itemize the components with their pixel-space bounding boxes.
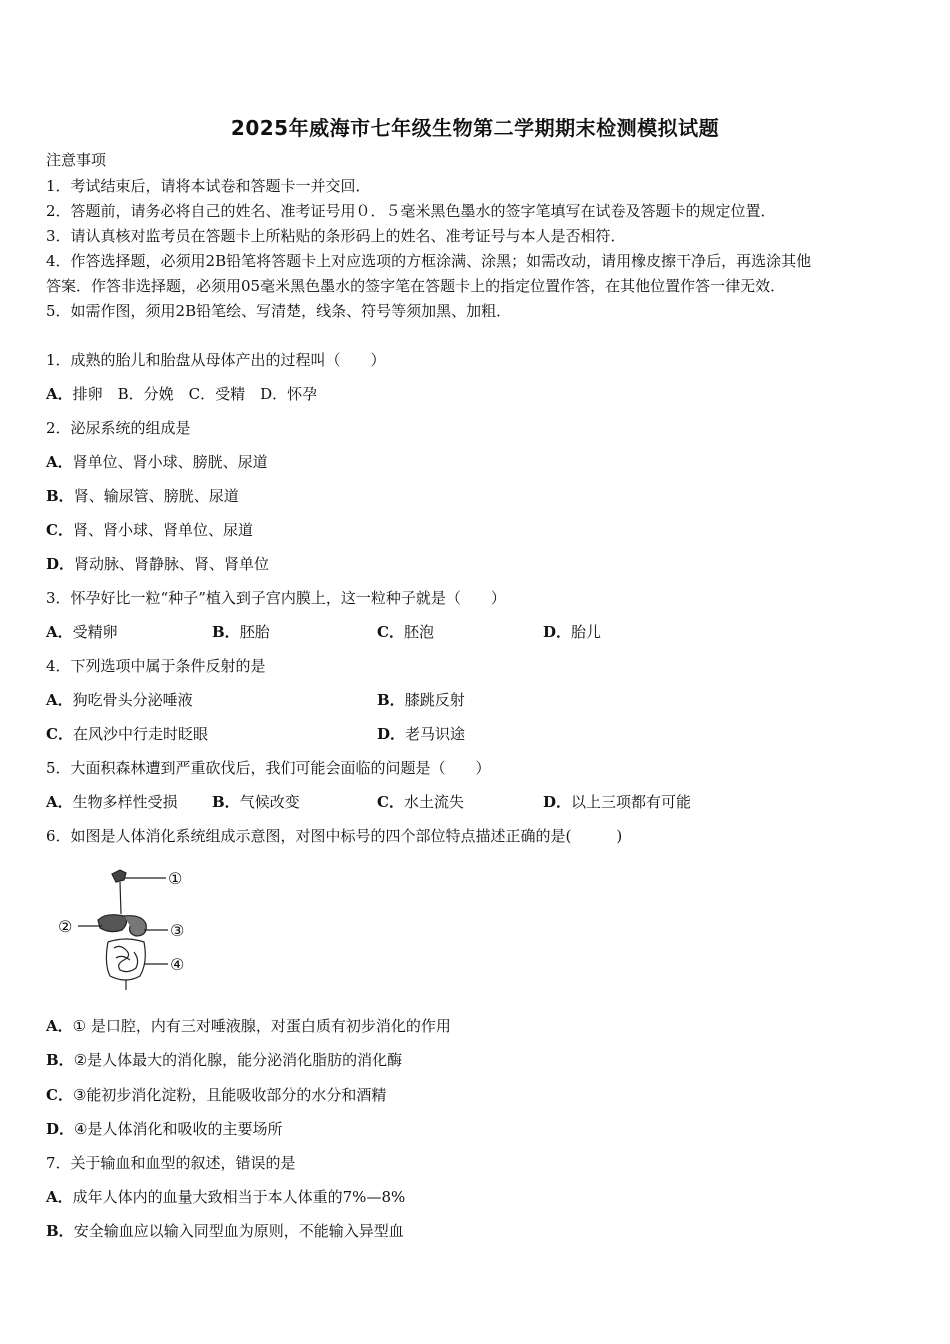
option-label: A． (46, 623, 73, 641)
question-5-option-d (543, 792, 691, 812)
question-5-option-c (377, 792, 464, 812)
option-label: A． (46, 385, 73, 403)
option-text: 膝跳反射 (404, 691, 465, 709)
question-6-option-d (46, 1119, 282, 1139)
question-4-option-b (377, 690, 465, 710)
question-2-option-a (46, 452, 268, 472)
esophagus-shape (120, 882, 121, 914)
option-label: B． (212, 793, 240, 811)
question-4-option-a (46, 690, 193, 710)
option-label: B． (46, 1222, 74, 1240)
notice-item: 2．答题前，请务必将自己的姓名、准考证号用０．５毫米黑色墨水的签字笔填写在试卷及答题卡的规定位置． (46, 202, 776, 220)
option-text: 肾单位、肾小球、膀胱、尿道 (72, 453, 268, 471)
question-4-option-d (377, 724, 465, 744)
option-label: D． (377, 725, 406, 743)
stomach-shape (124, 916, 146, 936)
question-6-stem: 6．如图是人体消化系统组成示意图，对图中标号的四个部位特点描述正确的是( ) (46, 827, 623, 845)
option-text: ④是人体消化和吸收的主要场所 (74, 1120, 283, 1138)
option-text: 成年人体内的血量大致相当于本人体重的7%—8% (72, 1188, 406, 1206)
option-text: 老马识途 (405, 725, 466, 743)
notice-item: 3．请认真核对监考员在答题卡上所粘贴的条形码上的姓名、准考证号与本人是否相符． (46, 227, 626, 245)
option-label: B． (212, 623, 240, 641)
page-title: 2025年威海市七年级生物第二学期期末检测模拟试题 (230, 116, 720, 140)
option-text: 安全输血应以输入同型血为原则，不能输入异型血 (73, 1222, 404, 1240)
question-5-option-a (46, 792, 178, 812)
mouth-shape (112, 870, 126, 882)
question-4-option-c (46, 724, 208, 744)
question-6-option-a (46, 1016, 451, 1036)
question-1-stem: 1．成熟的胎儿和胎盘从母体产出的过程叫（ ） (46, 351, 386, 369)
notice-heading: 注意事项 (46, 151, 107, 169)
figure-label-2: ② (58, 917, 73, 936)
option-text: 排卵 B．分娩 C．受精 D．怀孕 (72, 385, 318, 403)
option-label: B． (46, 1051, 74, 1069)
notice-item: 答案．作答非选择题，必须用05毫米黑色墨水的签字笔在答题卡上的指定位置作答，在其他位置作答一律无效． (46, 277, 786, 295)
question-3-option-d (543, 622, 601, 642)
option-text: 胚胎 (239, 623, 270, 641)
option-label: A． (46, 1017, 73, 1035)
question-7-option-a (46, 1187, 405, 1207)
option-text: 狗吃骨头分泌唾液 (72, 691, 193, 709)
option-label: B． (46, 487, 74, 505)
option-text: 肾动脉、肾静脉、肾、肾单位 (74, 555, 270, 573)
option-label: C． (377, 623, 404, 641)
small-intestine-shape (114, 946, 138, 971)
option-text: 胎儿 (571, 623, 602, 641)
question-6-option-b (46, 1050, 402, 1070)
option-text: 气候改变 (239, 793, 300, 811)
option-text: 肾、输尿管、膀胱、尿道 (73, 487, 239, 505)
question-2-stem: 2．泌尿系统的组成是 (46, 419, 191, 437)
option-label: B． (377, 691, 405, 709)
notice-item: 1．考试结束后，请将本试卷和答题卡一并交回． (46, 177, 371, 195)
question-3-stem: 3．怀孕好比一粒“种子”植入到子宫内膜上，这一粒种子就是（ ） (46, 589, 506, 607)
option-text: 在风沙中行走时眨眼 (72, 725, 208, 743)
figure-label-1: ① (168, 869, 183, 888)
option-text: ③能初步消化淀粉，且能吸收部分的水分和酒精 (72, 1086, 387, 1104)
option-label: C． (46, 1086, 73, 1104)
option-label: D． (46, 555, 75, 573)
question-4-stem: 4．下列选项中属于条件反射的是 (46, 657, 266, 675)
liver-shape (98, 915, 127, 932)
notice-item: 5．如需作图，须用2B铅笔绘、写清楚，线条、符号等须加黑、加粗． (46, 302, 512, 320)
option-text: 生物多样性受损 (72, 793, 178, 811)
question-7-option-b (46, 1221, 404, 1241)
question-1-options (46, 384, 317, 404)
option-text: ① 是口腔，内有三对唾液腺，对蛋白质有初步消化的作用 (72, 1017, 451, 1035)
figure-label-3: ③ (170, 921, 185, 940)
question-6-option-c (46, 1085, 386, 1105)
digestive-system-diagram (50, 864, 200, 999)
option-text: 水土流失 (403, 793, 464, 811)
option-label: A． (46, 691, 73, 709)
question-5-option-b (212, 792, 300, 812)
option-text: 胚泡 (403, 623, 434, 641)
notice-item: 4．作答选择题，必须用2B铅笔将答题卡上对应选项的方框涂满、涂黑；如需改动，请用橡皮擦干净后，再选涂其他 (46, 252, 812, 270)
option-text: 肾、肾小球、肾单位、尿道 (72, 521, 253, 539)
question-2-option-c (46, 520, 253, 540)
question-3-option-a (46, 622, 118, 642)
option-text: 以上三项都有可能 (571, 793, 692, 811)
option-text: 受精卵 (72, 623, 118, 641)
question-3-option-b (212, 622, 270, 642)
question-7-stem: 7．关于输血和血型的叙述，错误的是 (46, 1154, 296, 1172)
option-label: C． (377, 793, 404, 811)
option-text: ②是人体最大的消化腺，能分泌消化脂肪的消化酶 (73, 1051, 403, 1069)
option-label: A． (46, 453, 73, 471)
figure-label-4: ④ (170, 955, 185, 974)
question-2-option-b (46, 486, 239, 506)
question-2-option-d (46, 554, 269, 574)
option-label: D． (543, 623, 572, 641)
question-3-option-c (377, 622, 434, 642)
option-label: C． (46, 521, 73, 539)
option-label: C． (46, 725, 73, 743)
option-label: A． (46, 793, 73, 811)
option-label: A． (46, 1188, 73, 1206)
option-label: D． (543, 793, 572, 811)
option-label: D． (46, 1120, 75, 1138)
question-5-stem: 5．大面积森林遭到严重砍伐后，我们可能会面临的问题是（ ） (46, 759, 491, 777)
